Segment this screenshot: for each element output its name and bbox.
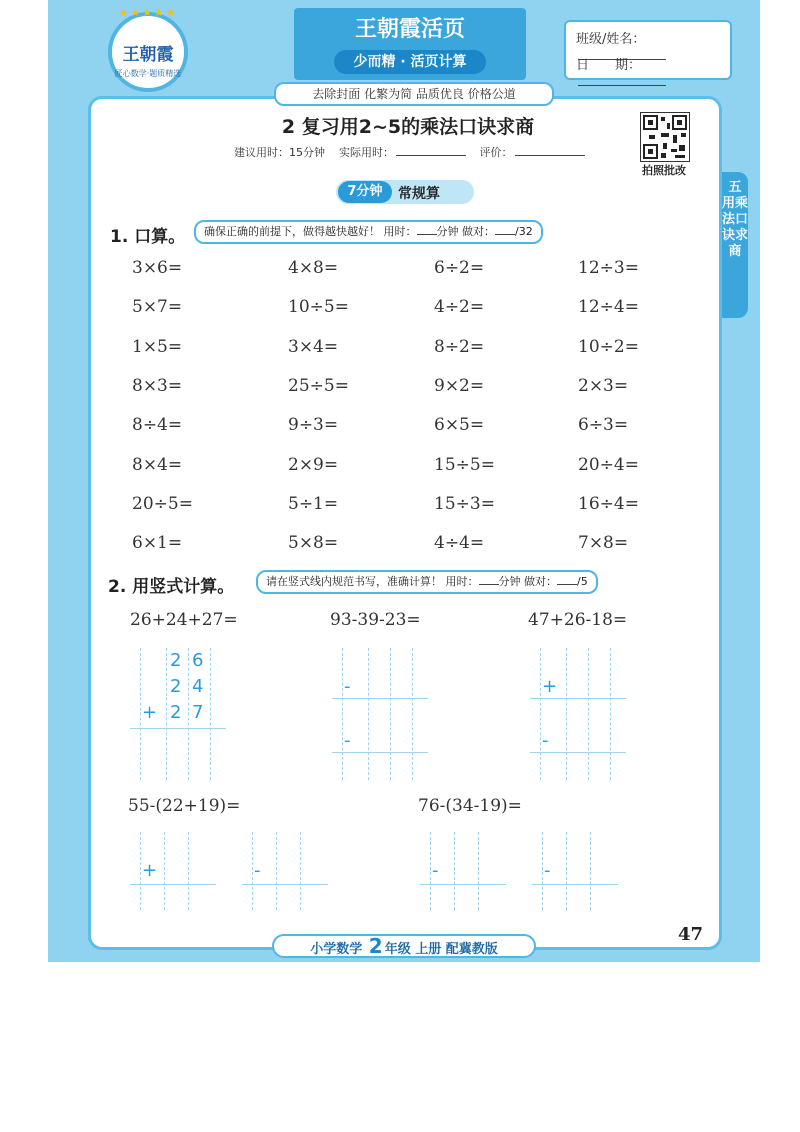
q2-hint-text: 请在竖式线内规范书写，准确计算！ 用时： xyxy=(266,575,479,588)
q1-title: 1. 口算。 xyxy=(110,227,186,247)
plus-sign: + xyxy=(142,860,158,881)
oral-exercise: 5×7= xyxy=(132,297,183,317)
footer-grade: 2 xyxy=(368,934,383,958)
stars-icon: ★★★★★ xyxy=(118,6,178,19)
digit: 2 xyxy=(170,650,182,671)
logo-subtext: 匠心数学·题质精选 xyxy=(114,69,182,78)
time-info xyxy=(234,144,595,160)
evaluation-blank[interactable] xyxy=(515,145,585,156)
student-info-box xyxy=(564,20,732,80)
q2-time-blank[interactable] xyxy=(479,574,499,585)
oral-exercise: 10÷5= xyxy=(288,297,349,317)
oral-exercise: 6×5= xyxy=(434,415,485,435)
problem-3: 47+26-18= xyxy=(528,610,628,630)
oral-exercise: 8÷2= xyxy=(434,337,485,357)
q1-hint-mid: 分钟 做对： xyxy=(436,225,495,238)
problem-1: 26+24+27= xyxy=(130,610,238,630)
oral-exercise: 3×6= xyxy=(132,258,183,278)
oral-exercise: 16÷4= xyxy=(578,494,639,514)
date-label: 日 期： xyxy=(576,58,642,73)
oral-exercise: 8÷4= xyxy=(132,415,183,435)
section-tag-minutes: 7分钟 xyxy=(338,181,392,203)
oral-exercise: 10÷2= xyxy=(578,337,639,357)
q2-hint-total: /5 xyxy=(577,575,588,588)
digit: 6 xyxy=(192,650,204,671)
brand-title: 王朝霞活页 xyxy=(354,17,465,42)
oral-exercise: 9÷3= xyxy=(288,415,339,435)
plus-sign: + xyxy=(542,676,558,697)
logo-text: 王朝霞 xyxy=(122,45,174,65)
problem-4: 55-(22+19)= xyxy=(128,796,241,816)
digit: 2 xyxy=(170,702,182,723)
oral-exercise: 6÷3= xyxy=(578,415,629,435)
oral-exercise: 6÷2= xyxy=(434,258,485,278)
q2-title: 2. 用竖式计算。 xyxy=(108,577,235,597)
work-grid-4a[interactable] xyxy=(130,832,216,910)
q1-hint xyxy=(194,220,543,244)
minus-sign: - xyxy=(544,860,551,881)
work-grid-5b[interactable] xyxy=(532,832,618,910)
oral-exercise: 4÷2= xyxy=(434,297,485,317)
q1-time-blank[interactable] xyxy=(417,224,437,235)
footer-edition: 年级 上册 配冀教版 xyxy=(384,942,498,957)
oral-exercise: 12÷3= xyxy=(578,258,639,278)
section-tag-label: 常规算 xyxy=(398,186,440,202)
oral-exercise: 8×4= xyxy=(132,455,183,475)
digit: 2 xyxy=(170,676,182,697)
oral-exercise: 15÷3= xyxy=(434,494,495,514)
q1-hint-total: /32 xyxy=(515,225,533,238)
digit: 7 xyxy=(192,702,204,723)
oral-exercise: 1×5= xyxy=(132,337,183,357)
oral-exercise: 9×2= xyxy=(434,376,485,396)
minus-sign: - xyxy=(542,730,549,751)
q1-hint-text: 确保正确的前提下，做得越快越好！ 用时： xyxy=(204,225,417,238)
work-grid-3[interactable] xyxy=(530,648,626,780)
oral-exercise: 20÷5= xyxy=(132,494,193,514)
minus-sign: - xyxy=(344,730,351,751)
actual-time-blank[interactable] xyxy=(396,145,466,156)
oral-exercise: 2×9= xyxy=(288,455,339,475)
brand-subtitle: 少而精 · 活页计算 xyxy=(334,50,486,74)
brand-logo xyxy=(108,12,188,92)
date-field[interactable] xyxy=(576,54,730,90)
problem-5: 76-(34-19)= xyxy=(418,796,522,816)
q2-hint-mid: 分钟 做对： xyxy=(498,575,557,588)
footer-label xyxy=(272,934,536,958)
oral-exercise: 4×8= xyxy=(288,258,339,278)
name-label: 班级/姓名： xyxy=(576,32,646,47)
work-grid-1[interactable] xyxy=(130,648,226,780)
work-grid-2[interactable] xyxy=(332,648,428,780)
qr-code-icon[interactable] xyxy=(640,112,690,162)
digit: 4 xyxy=(192,676,204,697)
actual-time-label: 实际用时： xyxy=(339,146,394,159)
oral-exercise: 15÷5= xyxy=(434,455,495,475)
oral-exercise: 3×4= xyxy=(288,337,339,357)
footer-subject: 小学数学 xyxy=(310,942,367,957)
problem-2: 93-39-23= xyxy=(330,610,421,630)
work-grid-5a[interactable] xyxy=(420,832,506,910)
page-number: 47 xyxy=(678,924,704,945)
qr-label: 拍照批改 xyxy=(642,164,686,177)
oral-exercise: 5×8= xyxy=(288,533,339,553)
oral-exercise: 20÷4= xyxy=(578,455,639,475)
oral-exercise: 5÷1= xyxy=(288,494,339,514)
oral-exercise: 8×3= xyxy=(132,376,183,396)
minus-sign: - xyxy=(344,676,351,697)
work-grid-4b[interactable] xyxy=(242,832,328,910)
q2-hint xyxy=(256,570,598,594)
q2-correct-blank[interactable] xyxy=(557,574,577,585)
q1-correct-blank[interactable] xyxy=(495,224,515,235)
slogan: 去除封面 化繁为简 品质优良 价格公道 xyxy=(274,82,554,106)
oral-exercise: 25÷5= xyxy=(288,376,349,396)
oral-exercise: 7×8= xyxy=(578,533,629,553)
lesson-title: 2 复习用2~5的乘法口诀求商 xyxy=(281,116,535,138)
oral-exercise: 12÷4= xyxy=(578,297,639,317)
plus-sign: + xyxy=(142,702,158,723)
oral-exercise: 2×3= xyxy=(578,376,629,396)
suggested-time: 建议用时：15分钟 xyxy=(234,146,325,159)
minus-sign: - xyxy=(432,860,439,881)
side-tab-label: 五 用乘法口诀求商 xyxy=(722,180,749,259)
evaluation-label: 评价： xyxy=(479,146,513,159)
oral-exercise: 4÷4= xyxy=(434,533,485,553)
minus-sign: - xyxy=(254,860,261,881)
oral-exercise: 6×1= xyxy=(132,533,183,553)
